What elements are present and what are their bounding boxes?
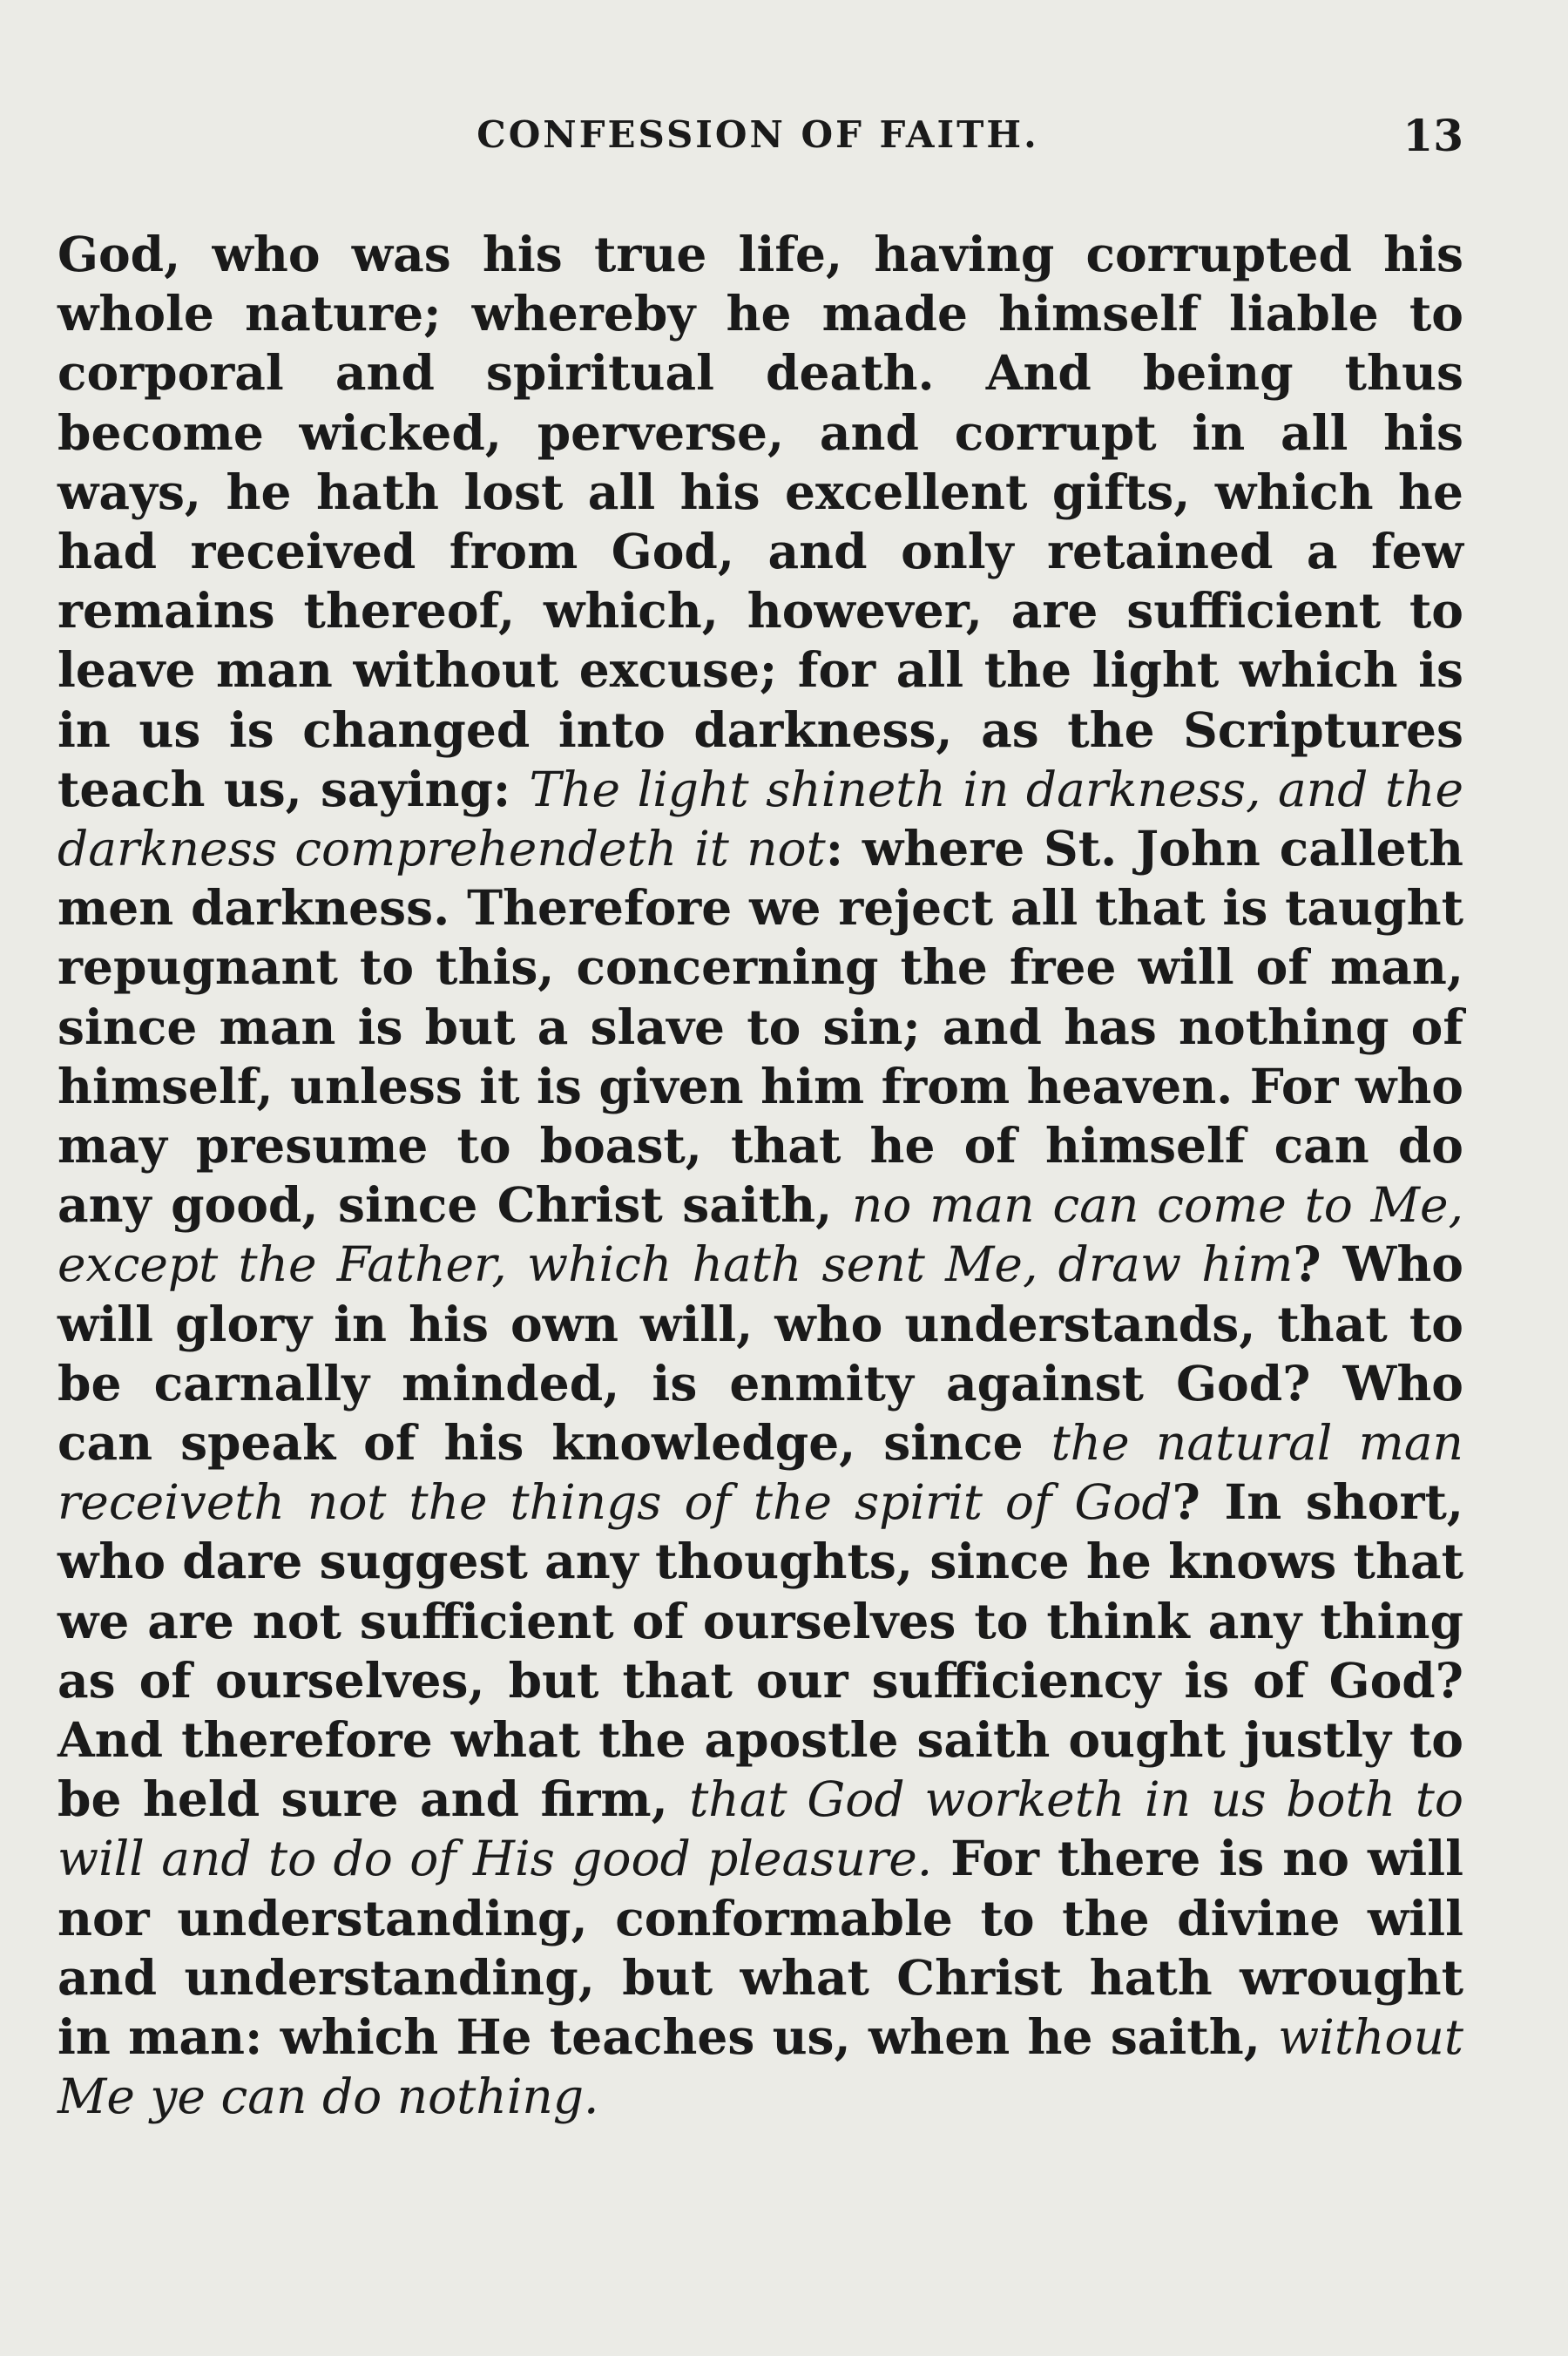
page-header [52,110,1463,166]
text-segment: ? Who will glory in his own will, who understands, that to be carnally minded, is enmity against God? Who can speak of his knowledge, since [57,1236,1463,1472]
running-title: CONFESSION OF FAITH. [476,113,1039,156]
text-segment: : where St. John calleth men darkness. Therefore we reject all that is taught repugnant to this, concerning the free will of man, since man is but a slave to sin; and has nothing of himself, unless it is given him from heaven. For who may presume to boast, that he of himself can do any good, since Christ saith, [57,820,1464,1234]
scripture-quote: that God worketh in us both to will and to do of His good pleasure. [57,1771,1463,1887]
scripture-quote: without Me ye can do nothing. [57,2009,1463,2125]
text-segment: ? In short, who dare suggest any thoughts, since he knows that we are not sufficient of ourselves to think any thing as of ourselves, but that our sufficiency is of God? And therefore what the apostle saith ought justly to be held sure and firm, [57,1473,1463,1828]
body-paragraph [57,225,1463,2127]
scripture-quote: The light shineth in darkness, and the darkness comprehendeth it not [57,761,1463,877]
page-number: 13 [1402,110,1463,161]
scripture-quote: no man can come to Me, except the Father, which hath sent Me, draw him [57,1177,1464,1293]
scripture-quote: the natural man receiveth not the things of the spirit of God [57,1415,1463,1531]
text-segment: God, who was his true life, having corrupted his whole nature; whereby he made himself liable to corporal and spiritual death. And being thus become wicked, perverse, and corrupt in all his ways, he hath lost all his excellent gifts, which he had received from God, and only retained a few remains thereof, which, however, are sufficient to leave man without excuse; for all the light which is in us is changed into darkness, as the Scriptures teach us, saying: [57,226,1463,817]
text-segment: For there is no will nor understanding, conformable to the divine will and understanding, but what Christ hath wrought in man: which He teaches us, when he saith, [57,1830,1463,2066]
